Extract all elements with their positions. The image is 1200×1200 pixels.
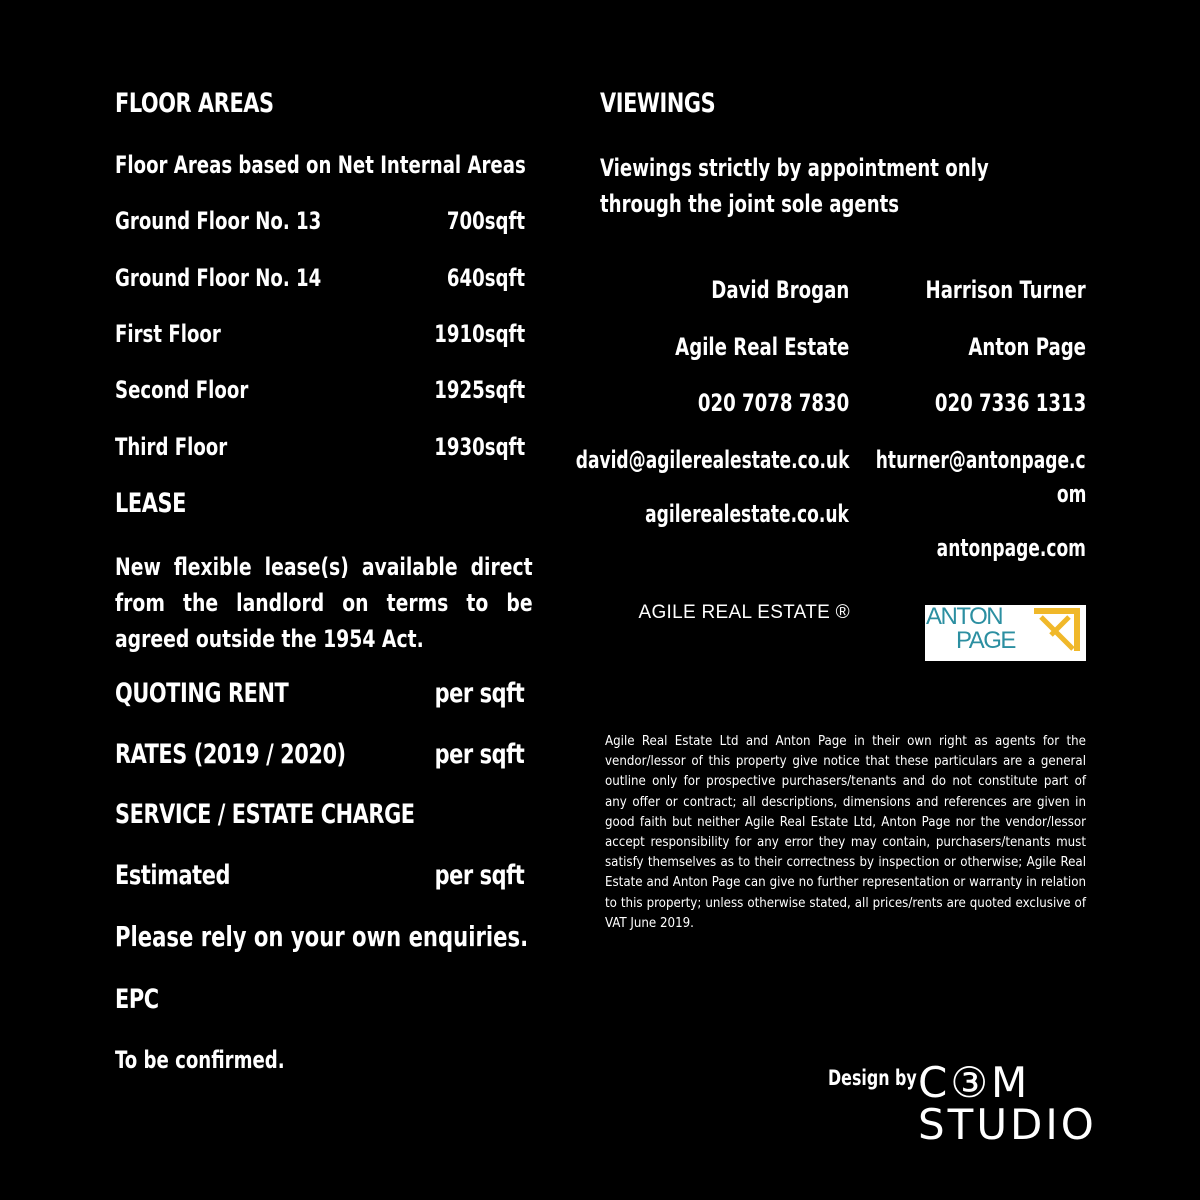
quoting-rent-label: QUOTING RENT bbox=[115, 678, 289, 709]
anton-page-mark-icon bbox=[1031, 607, 1083, 657]
floor-row-value: 1925sqft bbox=[434, 376, 525, 404]
floor-row-label: Second Floor bbox=[115, 376, 249, 404]
floor-row-label: Ground Floor No. 13 bbox=[115, 207, 322, 235]
epc-text: To be confirmed. bbox=[115, 1046, 285, 1074]
lease-text: New flexible lease(s) available direct from the landlord on terms to be agreed outside the 1954 Act. bbox=[115, 553, 533, 653]
anton-logo-line1: ANTON bbox=[926, 603, 1003, 630]
agent-website[interactable]: agilerealestate.co.uk bbox=[645, 500, 849, 528]
floor-row-value: 700sqft bbox=[446, 207, 525, 235]
agent-email[interactable]: hturner@antonpage.c bbox=[876, 446, 1086, 474]
agent-phone[interactable]: 020 7078 7830 bbox=[697, 389, 849, 417]
floor-row-label: Third Floor bbox=[115, 433, 228, 461]
service-charge-heading: SERVICE / ESTATE CHARGE bbox=[115, 799, 415, 830]
floor-row-value: 1910sqft bbox=[434, 320, 525, 348]
floor-row-label: First Floor bbox=[115, 320, 221, 348]
viewings-text: Viewings strictly by appointment only through the joint sole agents bbox=[600, 154, 989, 218]
floor-row-label: Ground Floor No. 14 bbox=[115, 264, 322, 292]
agent-website[interactable]: antonpage.com bbox=[936, 534, 1086, 562]
rates-value: per sqft bbox=[434, 739, 524, 770]
agent-name: Harrison Turner bbox=[925, 276, 1086, 304]
floor-row-value: 1930sqft bbox=[434, 433, 525, 461]
anton-logo-line2: PAGE bbox=[956, 627, 1015, 654]
com-studio-logo bbox=[918, 1058, 1097, 1149]
lease-heading: LEASE bbox=[115, 488, 186, 519]
agile-real-estate-logo: AGILE REAL ESTATE ® bbox=[638, 602, 850, 623]
com-studio-logo-line1: C③M bbox=[918, 1058, 1031, 1107]
floor-areas-subtitle: Floor Areas based on Net Internal Areas bbox=[115, 151, 526, 179]
enquiries-note: Please rely on your own enquiries. bbox=[115, 920, 529, 953]
design-by-label: Design by bbox=[828, 1066, 917, 1090]
quoting-rent-value: per sqft bbox=[434, 678, 524, 709]
agent-name: David Brogan bbox=[711, 276, 849, 304]
floor-areas-heading: FLOOR AREAS bbox=[115, 88, 274, 119]
agent-phone[interactable]: 020 7336 1313 bbox=[934, 389, 1086, 417]
anton-page-logo bbox=[925, 605, 1086, 661]
agent-company: Agile Real Estate bbox=[674, 333, 849, 361]
rates-label: RATES (2019 / 2020) bbox=[115, 739, 346, 770]
service-charge-label: Estimated bbox=[115, 860, 230, 891]
agent-email-continued[interactable]: om bbox=[1056, 480, 1086, 508]
legal-disclaimer: Agile Real Estate Ltd and Anton Page in their own right as agents for the vendor/lessor of this property give notice that these particulars are a general outline only for prospective purchasers/tenants and do not constitute part of any offer or contract; all descriptions, dimensions and references are given in good faith but neither Agile Real Estate Ltd, Anton Page nor the vendor/lessor accept responsibility for any error they may contain, purchasers/tenants must satisfy themselves as to their correctness by inspection or otherwise; Agile Real Estate and Anton Page can give no further representation or warranty in relation to this property; unless otherwise stated, all prices/rents are quoted exclusive of VAT June 2019. bbox=[605, 734, 1086, 931]
com-studio-logo-line2: STUDIO bbox=[918, 1100, 1097, 1149]
viewings-heading: VIEWINGS bbox=[600, 88, 716, 119]
service-charge-value: per sqft bbox=[434, 860, 524, 891]
epc-heading: EPC bbox=[115, 984, 159, 1015]
agent-company: Anton Page bbox=[968, 333, 1086, 361]
agent-email[interactable]: david@agilerealestate.co.uk bbox=[575, 446, 849, 474]
floor-row-value: 640sqft bbox=[446, 264, 525, 292]
